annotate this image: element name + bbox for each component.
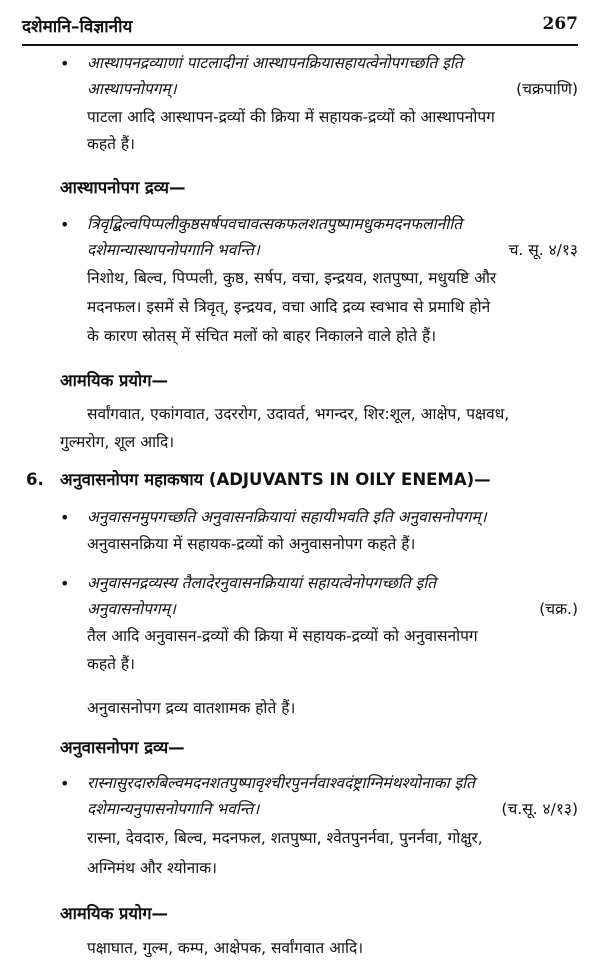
bullet-1-marker: • xyxy=(60,54,70,73)
section-6-title: अनुवासनोपग महाकषाय (ADJUVANTS IN OILY ENEMA)— xyxy=(60,470,491,489)
heading-asthapanopaga-dravya: आस्थापनोपग द्रव्य— xyxy=(60,178,186,197)
bullet-1-sanskrit-line-1: आस्थापनद्रव्याणां पाटलादीनां आस्थापनक्रियासहायत्वेनोपगच्छति इति xyxy=(87,54,463,72)
usage-2-line-1: पक्षाघात, गुल्म, कम्प, आक्षेपक, सर्वांगवात आदि। xyxy=(87,939,364,957)
bullet-4-marker: • xyxy=(60,574,70,593)
page-number: 267 xyxy=(542,14,578,34)
bullet-2-explanation-line-3: के कारण स्रोतस् में संचित मलों को बाहर निकालने वाले होते हैं। xyxy=(87,327,437,345)
section-6-number: 6. xyxy=(26,470,44,489)
bullet-5-sanskrit-line-1: रास्नासुरदारुबिल्वमदनशतपुष्पावृश्चीरपुनर्नवाश्वदंष्ट्राग्निमंथश्योनाका इति xyxy=(87,774,475,792)
bullet-1-explanation-line-1: पाटला आदि आस्थापन-द्रव्यों की क्रिया में सहायक-द्रव्यों को आस्थापनोपग xyxy=(87,108,495,126)
bullet-4-reference: (चक्र.) xyxy=(539,600,578,618)
bullet-1-explanation-line-2: कहते हैं। xyxy=(87,135,136,153)
bullet-2-sanskrit-line-1: त्रिवृद्बिल्वपिप्पलीकुष्ठसर्षपवचावत्सकफलशतपुष्पामधुकमदनफलानीति xyxy=(87,215,463,233)
bullet-2-explanation-line-1: निशोथ, बिल्व, पिप्पली, कुष्ठ, सर्षप, वचा, इन्द्रयव, शतपुष्पा, मधुयष्टि और xyxy=(87,269,497,287)
bullet-4-explanation-line-1: तैल आदि अनुवासन-द्रव्यों की क्रिया में सहायक-द्रव्यों को अनुवासनोपग xyxy=(87,627,478,645)
bullet-3-marker: • xyxy=(60,508,70,527)
anuvasanopaga-note: अनुवासनोपग द्रव्य वातशामक होते हैं। xyxy=(87,699,296,717)
bullet-3-sanskrit-line-1: अनुवासनमुपगच्छति अनुवासनक्रियायां सहायीभवति इति अनुवासनोपगम्। xyxy=(87,508,487,526)
bullet-2-marker: • xyxy=(60,215,70,234)
bullet-2-sanskrit-line-2: दशेमान्यास्थापनोपगानि भवन्ति। xyxy=(87,241,260,259)
bullet-5-reference: (च.सू. ४/१३) xyxy=(501,800,578,818)
bullet-5-explanation-line-1: रास्ना, देवदारु, बिल्व, मदनफल, शतपुष्पा, श्वेतपुनर्नवा, पुनर्नवा, गोक्षुर, xyxy=(87,829,483,847)
heading-anuvasanopaga-dravya: अनुवासनोपग द्रव्य— xyxy=(60,738,185,757)
usage-1-line-1: सर्वांगवात, एकांगवात, उदररोग, उदावर्त, भगन्दर, शिर:शूल, आक्षेप, पक्षवध, xyxy=(87,405,510,423)
running-header xyxy=(22,14,578,46)
chapter-title: दशेमानि–विज्ञानीय xyxy=(22,17,133,37)
bullet-2-reference: च. सू. ४/१३ xyxy=(508,241,578,259)
bullet-4-explanation-line-2: कहते हैं। xyxy=(87,655,136,673)
bullet-4-sanskrit-line-1: अनुवासनद्रव्यस्य तैलादेरनुवासनक्रियायां सहायत्वेनोपगच्छति इति xyxy=(87,574,437,592)
heading-amayika-prayoga-1: आमयिक प्रयोग— xyxy=(60,371,169,390)
bullet-1-reference: (चक्रपाणि) xyxy=(516,80,578,98)
bullet-2-explanation-line-2: मदनफल। इसमें से त्रिवृत्, इन्द्रयव, वचा आदि द्रव्य स्वभाव से प्रमाथि होने xyxy=(87,298,491,316)
bullet-5-sanskrit-line-2: दशेमान्यनुपासनोपगानि भवन्ति। xyxy=(87,800,260,818)
heading-amayika-prayoga-2: आमयिक प्रयोग— xyxy=(60,904,169,923)
bullet-5-explanation-line-2: अग्निमंथ और श्योनाक। xyxy=(87,859,218,877)
bullet-3-explanation-line-1: अनुवासनक्रिया में सहायक-द्रव्यों को अनुवासनोपग कहते हैं। xyxy=(87,535,416,553)
bullet-4-sanskrit-line-2: अनुवासनोपगम्। xyxy=(87,600,176,618)
usage-1-line-2: गुल्मरोग, शूल आदि। xyxy=(60,433,175,451)
bullet-5-marker: • xyxy=(60,774,70,793)
bullet-1-sanskrit-line-2: आस्थापनोपगम्। xyxy=(87,80,177,98)
